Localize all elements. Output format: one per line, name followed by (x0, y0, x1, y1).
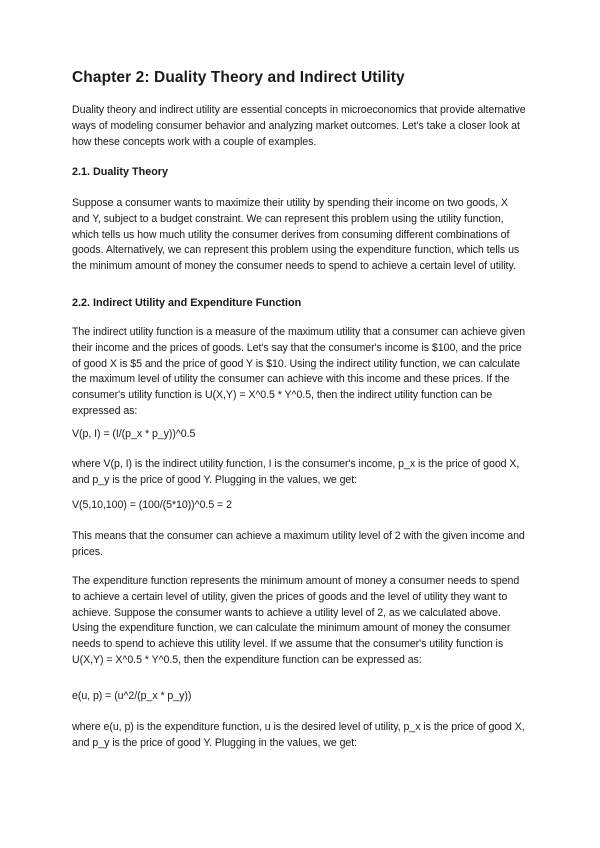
utility-result-paragraph: This means that the consumer can achieve a maximum utility level of 2 with the given income and prices. (72, 530, 525, 558)
expenditure-function-paragraph: The expenditure function represents the minimum amount of money a consumer needs to spend to achieve a certain level of utility, given the prices of goods and the level of utility they want to achieve. Suppose the consumer wants to achieve a utility level of 2, as we calculated above. Using the expenditure function, we can calculate the minimum amount of money the consumer needs to spend to achieve this utility level. If we assume that the consumer's utility function is U(X,Y) = X^0.5 * Y^0.5, then the expenditure function can be expressed as: (72, 575, 520, 666)
expenditure-function-formula: e(u, p) = (u^2/(p_x * p_y)) (72, 690, 192, 702)
section-heading-indirect-utility: 2.2. Indirect Utility and Expenditure Function (72, 297, 302, 309)
intro-paragraph: Duality theory and indirect utility are essential concepts in microeconomics that provide alternative ways of modeling consumer behavior and analyzing market outcomes. Let's take a closer look at how these concepts work with a couple of examples. (72, 104, 526, 148)
expenditure-explanation-paragraph: where e(u, p) is the expenditure function, u is the desired level of utility, p_x is the price of good X, and p_y is the price of good Y. Plugging in the values, we get: (72, 721, 525, 749)
formula-explanation-paragraph: where V(p, I) is the indirect utility function, I is the consumer's income, p_x is the price of good X, and p_y is the price of good Y. Plugging in the values, we get: (72, 458, 520, 486)
indirect-utility-paragraph: The indirect utility function is a measure of the maximum utility that a consumer can achieve given their income and the prices of goods. Let's say that the consumer's income is $100, and the price of good X is $5 and the price of good Y is $10. Using the indirect utility function, we can calculate the maximum level of utility the consumer can achieve with this income and these prices. If the consumer's utility function is U(X,Y) = X^0.5 * Y^0.5, then the indirect utility function can be expressed as: (72, 326, 526, 417)
indirect-utility-formula: V(p, I) = (I/(p_x * p_y))^0.5 (72, 428, 196, 440)
section-heading-duality-theory: 2.1. Duality Theory (72, 166, 169, 178)
computed-utility-formula: V(5,10,100) = (100/(5*10))^0.5 = 2 (72, 499, 232, 511)
duality-theory-paragraph: Suppose a consumer wants to maximize their utility by spending their income on two goods, X and Y, subject to a budget constraint. We can represent this problem using the utility function, which tells us how much utility the consumer derives from consuming different combinations of goods. Alternatively, we can represent this problem using the expenditure function, which tells us the minimum amount of money the consumer needs to spend to achieve a certain level of utility. (72, 197, 520, 273)
chapter-title: Chapter 2: Duality Theory and Indirect Utility (72, 69, 405, 86)
